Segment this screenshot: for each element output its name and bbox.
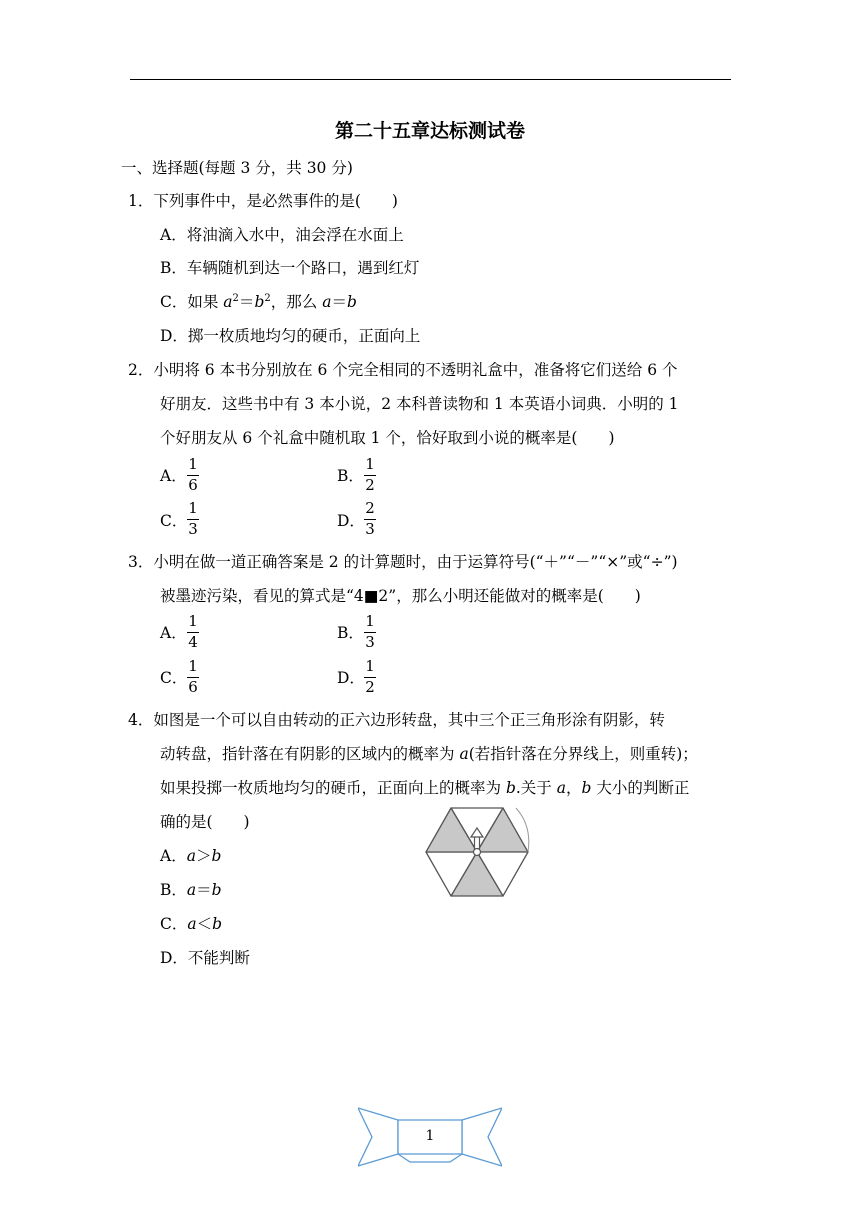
q3-option-b-fraction: 1 3	[365, 612, 375, 651]
q2-stem-line3: 个好朋友从 6 个礼盒中随机取 1 个，恰好取到小说的概率是( )	[160, 429, 615, 447]
q1-option-a: A．将油滴入水中，油会浮在水面上	[160, 226, 404, 244]
q1-stem: 1．下列事件中，是必然事件的是( )	[128, 192, 398, 210]
hexagon-spinner-figure	[424, 806, 530, 898]
q4-stem-line4: 确的是( )	[160, 813, 250, 831]
q1-option-b: B．车辆随机到达一个路口，遇到红灯	[160, 259, 420, 277]
q4-stem-line3: 如果投掷一枚质地均匀的硬币，正面向上的概率为 b.关于 a，b 大小的判断正	[160, 779, 690, 797]
q4-stem-line1: 4．如图是一个可以自由转动的正六边形转盘，其中三个正三角形涂有阴影，转	[128, 711, 665, 729]
q3-option-a-label: A．	[160, 624, 187, 642]
q4-option-c: C．a＜b	[160, 915, 223, 933]
page-number: 1	[425, 1128, 435, 1144]
header-rule	[130, 79, 731, 80]
q2-stem-line1: 2．小明将 6 本书分别放在 6 个完全相同的不透明礼盒中，准备将它们送给 6 个	[128, 361, 678, 379]
q2-option-a-fraction: 1 6	[188, 455, 198, 494]
q3-option-d-fraction: 1 2	[365, 657, 375, 696]
q2-option-d-fraction: 2 3	[365, 499, 375, 538]
q4-option-d: D．不能判断	[160, 949, 250, 967]
q2-option-b-fraction: 1 2	[365, 455, 375, 494]
q1-option-d: D．掷一枚质地均匀的硬币，正面向上	[160, 327, 421, 345]
q2-option-c-fraction: 1 3	[188, 499, 198, 538]
q2-option-d-label: D．	[337, 512, 365, 530]
q3-stem-line1: 3．小明在做一道正确答案是 2 的计算题时，由于运算符号(“＋”“－”“×”或“÷”)	[128, 553, 678, 571]
q3-option-d-label: D．	[337, 669, 365, 687]
q4-option-b: B．a＝b	[160, 881, 222, 899]
exam-title: 第二十五章达标测试卷	[334, 120, 525, 142]
q2-option-c-label: C．	[160, 512, 188, 530]
q4-option-a: A．a＞b	[160, 847, 222, 865]
q3-option-a-fraction: 1 4	[188, 612, 198, 651]
section-heading: 一、选择题(每题 3 分，共 30 分)	[121, 159, 353, 177]
q3-option-c-label: C．	[160, 669, 188, 687]
q2-option-b-label: B．	[337, 467, 364, 485]
q2-stem-line2: 好朋友．这些书中有 3 本小说，2 本科普读物和 1 本英语小词典．小明的 1	[160, 395, 679, 413]
q3-option-b-label: B．	[337, 624, 364, 642]
q4-stem-line2: 动转盘，指针落在有阴影的区域内的概率为 a(若指针落在分界线上，则重转)；	[160, 745, 698, 763]
q3-stem-line2: 被墨迹污染，看见的算式是“4■2”，那么小明还能做对的概率是( )	[160, 587, 641, 605]
q3-option-c-fraction: 1 6	[188, 657, 198, 696]
q2-option-a-label: A．	[160, 467, 187, 485]
q1-option-c: C．如果 $a^2=b^2$，那么 a＝b	[160, 293, 357, 311]
